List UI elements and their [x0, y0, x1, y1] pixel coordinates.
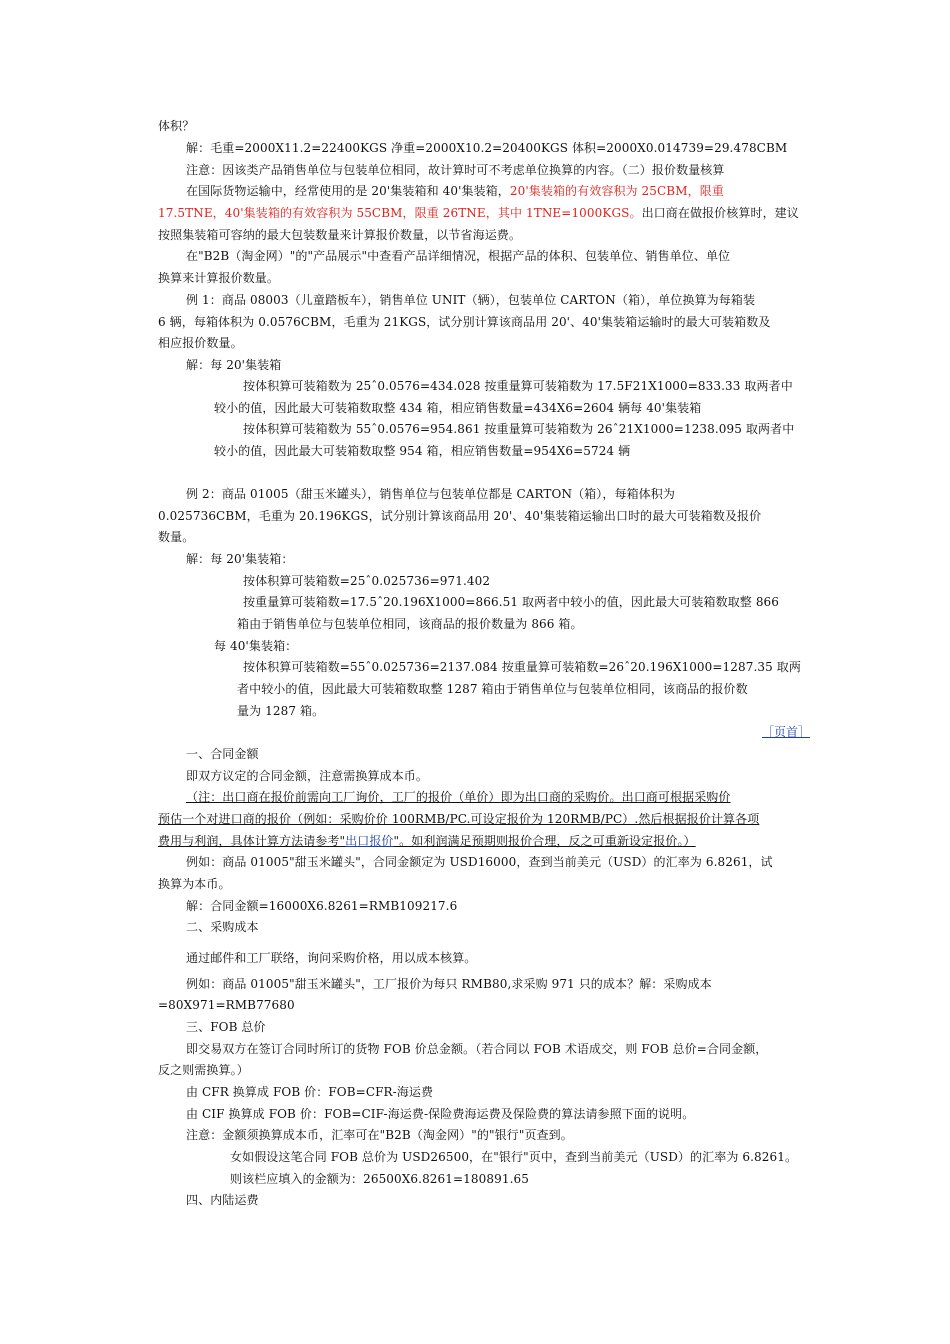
text-line: 按重量算可装箱数=17.5ˆ20.196X1000=866.51 取两者中较小的值，因此最大可装箱数取整 866: [243, 595, 780, 609]
text-line: 即双方议定的合同金额，注意需换算成本币。: [186, 769, 429, 783]
highlighted-text: 20'集装箱的有效容积为 25CBM，限重: [509, 184, 724, 198]
text-span: "。如利润满足预期则报价合理，反之可重新设定报价。）: [393, 834, 696, 848]
text-line: 通过邮件和工厂联络，询问采购价格，用以成本核算。: [186, 951, 477, 965]
text-line: 解：每 20'集装箱: [186, 358, 282, 372]
section-heading: 一、合同金额: [186, 747, 259, 761]
text-line: 换算为本币。: [158, 877, 231, 891]
text-line: 0.025736CBM，毛重为 20.196KGS，试分别计算该商品用 20'、40'集装箱运输出口时的最大可装箱数及报价: [158, 509, 762, 523]
text-line: 量为 1287 箱。: [237, 704, 325, 718]
text-span: 出口商在做报价核算时，建议: [641, 206, 799, 220]
text-line: 较小的值，因此最大可装箱数取整 954 箱，相应销售数量=954X6=5724 辆: [214, 444, 631, 458]
text-line: 者中较小的值，因此最大可装箱数取整 1287 箱由于销售单位与包装单位相同，该商品的报价数: [237, 682, 748, 696]
text-line: 注意：金额须换算成本币，汇率可在"B2B（淘金网）"的"银行"页查到。: [186, 1128, 573, 1142]
text-line: 按体积算可装箱数为 55ˆ0.0576=954.861 按重量算可装箱数为 26ˆ21X1000=1238.095 取两者中: [243, 422, 795, 436]
back-to-top-link[interactable]: ［页首］: [761, 725, 810, 739]
text-line: 按体积算可装箱数为 25ˆ0.0576=434.028 按重量算可装箱数为 17.5F21X1000=833.33 取两者中: [243, 379, 793, 393]
text-line: 按照集装箱可容纳的最大包装数量来计算报价数量，以节省海运费。: [158, 228, 522, 242]
text-line: 注意：因该类产品销售单位与包装单位相同，故计算时可不考虑单位换算的内容。（二）报价数量核算: [186, 163, 725, 177]
text-line: 由 CIF 换算成 FOB 价：FOB=CIF-海运费-保险费海运费及保险费的算法请参照下面的说明。: [186, 1107, 695, 1121]
text-line: 体积？: [158, 119, 195, 133]
text-line: 由 CFR 换算成 FOB 价：FOB=CFR-海运费: [186, 1085, 434, 1099]
example-2-title: 例 2：商品 01005（甜玉米罐头），销售单位与包装单位都是 CARTON（箱），每箱体积为: [186, 487, 675, 501]
text-line: 则该栏应填入的金额为：26500X6.8261=180891.65: [230, 1172, 529, 1186]
section-heading: 二、采购成本: [186, 920, 259, 934]
text-line: 较小的值，因此最大可装箱数取整 434 箱，相应销售数量=434X6=2604 辆每 40'集装箱: [214, 401, 702, 415]
text-line: 箱由于销售单位与包装单位相同，该商品的报价数量为 866 箱。: [237, 617, 583, 631]
text-line: 换算来计算报价数量。: [158, 271, 280, 285]
text-line: 每 40'集装箱：: [214, 639, 298, 653]
text-line: 按体积算可装箱数=55ˆ0.025736=2137.084 按重量算可装箱数=26ˆ20.196X1000=1287.35 取两: [243, 660, 801, 674]
highlighted-text: 17.5TNE，40'集装箱的有效容积为 55CBM，限重 26TNE，其中 1TNE=1000KGS。: [158, 206, 642, 220]
text-line: =80X971=RMB77680: [158, 998, 295, 1012]
text-line: 数量。: [158, 530, 195, 544]
export-quote-link[interactable]: 出口报价: [345, 834, 394, 848]
text-line: 6 辆，每箱体积为 0.0576CBM，毛重为 21KGS，试分别计算该商品用 20'、40'集装箱运输时的最大可装箱数及: [158, 315, 771, 329]
text-line: [158, 205, 799, 221]
text-line: 例如：商品 01005"甜玉米罐头"，合同金额定为 USD16000，查到当前美元（USD）的汇率为 6.8261，试: [186, 855, 773, 869]
text-line: 按体积算可装箱数=25ˆ0.025736=971.402: [243, 574, 491, 588]
text-line: 反之则需换算。）: [158, 1063, 249, 1077]
text-line: 解：毛重=2000X11.2=22400KGS 净重=2000X10.2=20400KGS 体积=2000X0.014739=29.478CBM: [186, 141, 788, 155]
text-line: 解：合同金额=16000X6.8261=RMB109217.6: [186, 899, 458, 913]
note-line: [158, 833, 696, 849]
text-line: 解：每 20'集装箱：: [186, 552, 294, 566]
text-line: 女如假设这笔合同 FOB 总价为 USD26500，在"银行"页中，查到当前美元（USD）的汇率为 6.8261。: [230, 1150, 798, 1164]
text-line: 例如：商品 01005"甜玉米罐头"，工厂报价为每只 RMB80,求采购 971 只的成本？解：采购成本: [186, 977, 712, 991]
text-line: [186, 183, 724, 199]
example-1-title: 例 1：商品 08003（儿童踏板车），销售单位 UNIT（辆），包装单位 CARTON（箱），单位换算为每箱装: [186, 293, 756, 307]
section-heading: 三、FOB 总价: [186, 1020, 266, 1034]
note-line: （注：出口商在报价前需向工厂询价，工厂的报价（单价）即为出口商的采购价。出口商可根据采购价: [186, 790, 731, 804]
text-span: 在国际货物运输中，经常使用的是 20'集装箱和 40'集装箱，: [186, 184, 510, 198]
note-line: 预估一个对进口商的报价（例如：采购价价 100RMB/PC.可设定报价为 120RMB/PC）.然后根据报价计算各项: [158, 812, 760, 826]
text-line: 即交易双方在签订合同时所订的货物 FOB 价总金额。（若合同以 FOB 术语成交，则 FOB 总价=合同金额，: [186, 1042, 768, 1056]
text-span: 费用与利润，具体计算方法请参考": [158, 834, 346, 848]
text-line: 在"B2B（淘金网）"的"产品展示"中查看产品详细情况，根据产品的体积、包装单位、销售单位、单位: [186, 249, 731, 263]
text-line: 相应报价数量。: [158, 336, 243, 350]
section-heading: 四、内陆运费: [186, 1193, 259, 1207]
